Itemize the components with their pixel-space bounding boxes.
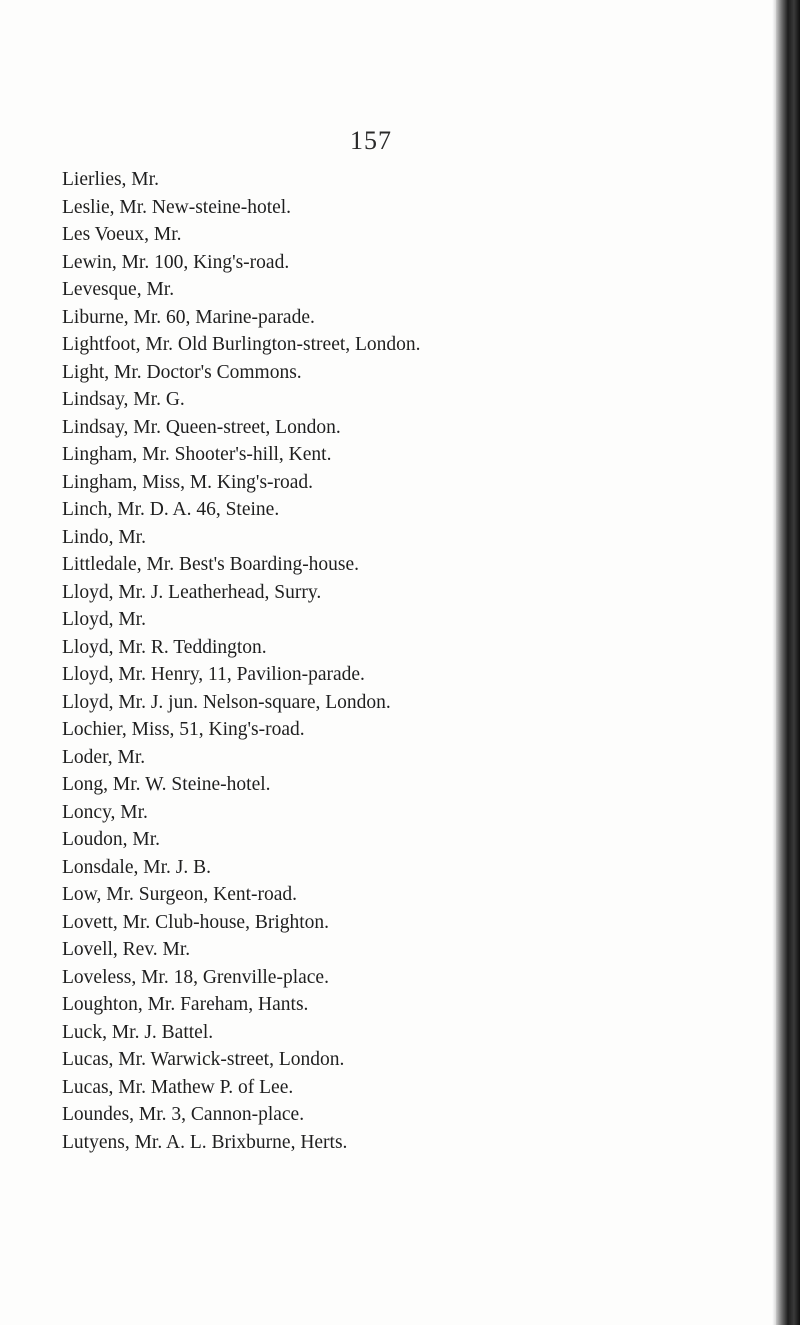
list-item: Lovell, Rev. Mr. [62,939,191,960]
list-item: Loughton, Mr. Fareham, Hants. [62,994,309,1015]
list-item: Lingham, Mr. Shooter's-hill, Kent. [62,444,332,465]
list-item: Lloyd, Mr. R. Teddington. [62,636,267,658]
list-item: Les Voeux, Mr. [62,224,182,245]
list-item: Lochier, Miss, 51, King's-road. [62,719,305,740]
list-item: Levesque, Mr. [62,279,175,300]
list-item: Lucas, Mr. Warwick-street, London. [62,1049,345,1070]
list-item: Lindo, Mr. [62,526,146,548]
list-item: Lucas, Mr. Mathew P. of Lee. [62,1076,294,1098]
list-item: Lovett, Mr. Club-house, Brighton. [62,911,330,933]
list-item: Liburne, Mr. 60, Marine-parade. [62,306,315,328]
book-binding-edge [776,0,800,1325]
list-item: Lindsay, Mr. Queen-street, London. [62,416,341,438]
list-item: Lloyd, Mr. [62,609,146,630]
list-item: Light, Mr. Doctor's Commons. [62,361,302,383]
list-item: Lloyd, Mr. J. jun. Nelson-square, London. [62,691,391,713]
list-item: Loveless, Mr. 18, Grenville-place. [62,966,329,988]
page-number: 157 [350,126,392,155]
list-item: Low, Mr. Surgeon, Kent-road. [62,884,298,905]
list-item: Lingham, Miss, M. King's-road. [62,471,314,493]
list-item: Leslie, Mr. New-steine-hotel. [62,196,292,218]
list-item: Long, Mr. W. Steine-hotel. [62,774,271,795]
list-item: Loundes, Mr. 3, Cannon-place. [62,1104,305,1125]
list-item: Lutyens, Mr. A. L. Brixburne, Herts. [62,1131,348,1153]
list-item: Littledale, Mr. Best's Boarding-house. [62,554,360,575]
list-item: Lonsdale, Mr. J. B. [62,856,211,878]
list-item: Lloyd, Mr. J. Leatherhead, Surry. [62,581,322,603]
list-item: Loudon, Mr. [62,829,161,850]
directory-list [62,166,762,1156]
list-item: Lindsay, Mr. G. [62,389,185,410]
list-item: Loncy, Mr. [62,801,148,823]
list-item: Lightfoot, Mr. Old Burlington-street, London. [62,334,421,355]
list-item: Lloyd, Mr. Henry, 11, Pavilion-parade. [62,664,365,685]
list-item: Lierlies, Mr. [62,169,159,190]
list-item: Linch, Mr. D. A. 46, Steine. [62,499,280,520]
list-item: Lewin, Mr. 100, King's-road. [62,251,290,273]
list-item: Loder, Mr. [62,746,146,768]
list-item: Luck, Mr. J. Battel. [62,1021,214,1043]
